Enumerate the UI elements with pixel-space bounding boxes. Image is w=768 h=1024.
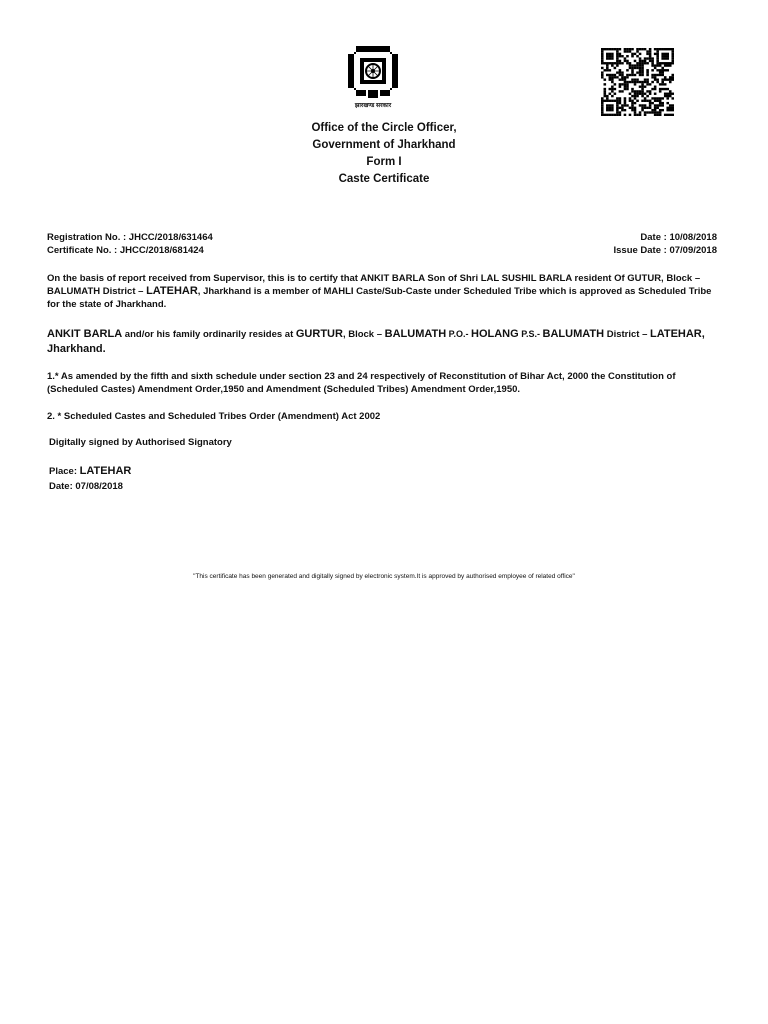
resident-block: BALUMATH	[384, 328, 447, 340]
footnote-one: 1.* As amended by the fifth and sixth schedule under section 23 and 24 respectively of Reconstitution of Bihar Act, 2000 the Constitution of (Scheduled Castes) Amendment Order,1950 and Amendment (Scheduled Tribes) Amendment Order,1950.	[47, 371, 676, 395]
certification-district: LATEHAR	[146, 285, 198, 297]
block-label: , Block –	[342, 329, 385, 340]
registration-row	[47, 232, 717, 245]
issue-date: Issue Date : 07/09/2018	[613, 245, 717, 256]
ps-label: P.S.-	[518, 329, 543, 339]
certificate-heading	[234, 120, 534, 188]
resident-po: HOLANG	[471, 328, 519, 340]
registration-number: Registration No. : JHCC/2018/631464	[47, 232, 213, 243]
date-line: Date: 07/08/2018	[49, 481, 123, 492]
registration-date: Date : 10/08/2018	[640, 232, 717, 243]
government-title: Government of Jharkhand	[312, 139, 456, 151]
certification-text-end: , Jharkhand is a member of MAHLI Caste/Sub-Caste under Scheduled Tribe which is approved as Scheduled Tribe for the state of Jharkhand.	[47, 286, 712, 310]
district-label: District –	[604, 329, 650, 340]
po-label: P.O.-	[446, 329, 472, 339]
place-label: Place:	[49, 466, 80, 477]
certificate-row	[47, 245, 717, 258]
qr-code-icon	[601, 48, 674, 116]
residence-text: and/or his family ordinarily resides at	[122, 329, 296, 340]
residence-paragraph	[47, 327, 719, 357]
certification-text: On the basis of report received from Supervisor, this is to certify that ANKIT BARLA Son of Shri LAL SUSHIL BARLA resident Of GUTUR, Block – BALUMATH District –	[47, 273, 701, 297]
resident-ps: BALUMATH	[542, 328, 605, 340]
certificate-title: Caste Certificate	[338, 173, 430, 185]
place-value: LATEHAR	[79, 465, 132, 477]
emblem-caption: झारखण्ड सरकार	[354, 103, 392, 109]
residence-end: .	[102, 343, 106, 355]
place-line	[49, 465, 721, 478]
form-title: Form I	[366, 156, 402, 168]
certification-paragraph	[47, 272, 719, 311]
footnote-two: 2. * Scheduled Castes and Scheduled Tribes Order (Amendment) Act 2002	[47, 411, 381, 422]
resident-village: GURTUR	[295, 328, 343, 340]
office-title: Office of the Circle Officer,	[311, 122, 457, 134]
resident-district: LATEHAR, Jharkhand	[47, 328, 705, 355]
footer-disclaimer: "This certificate has been generated and digitally signed by electronic system.It is approved by authorised employee of related office"	[193, 573, 575, 580]
digital-signature-line: Digitally signed by Authorised Signatory	[49, 437, 232, 448]
resident-name: ANKIT BARLA	[47, 328, 123, 340]
certificate-number: Certificate No. : JHCC/2018/681424	[47, 245, 204, 256]
